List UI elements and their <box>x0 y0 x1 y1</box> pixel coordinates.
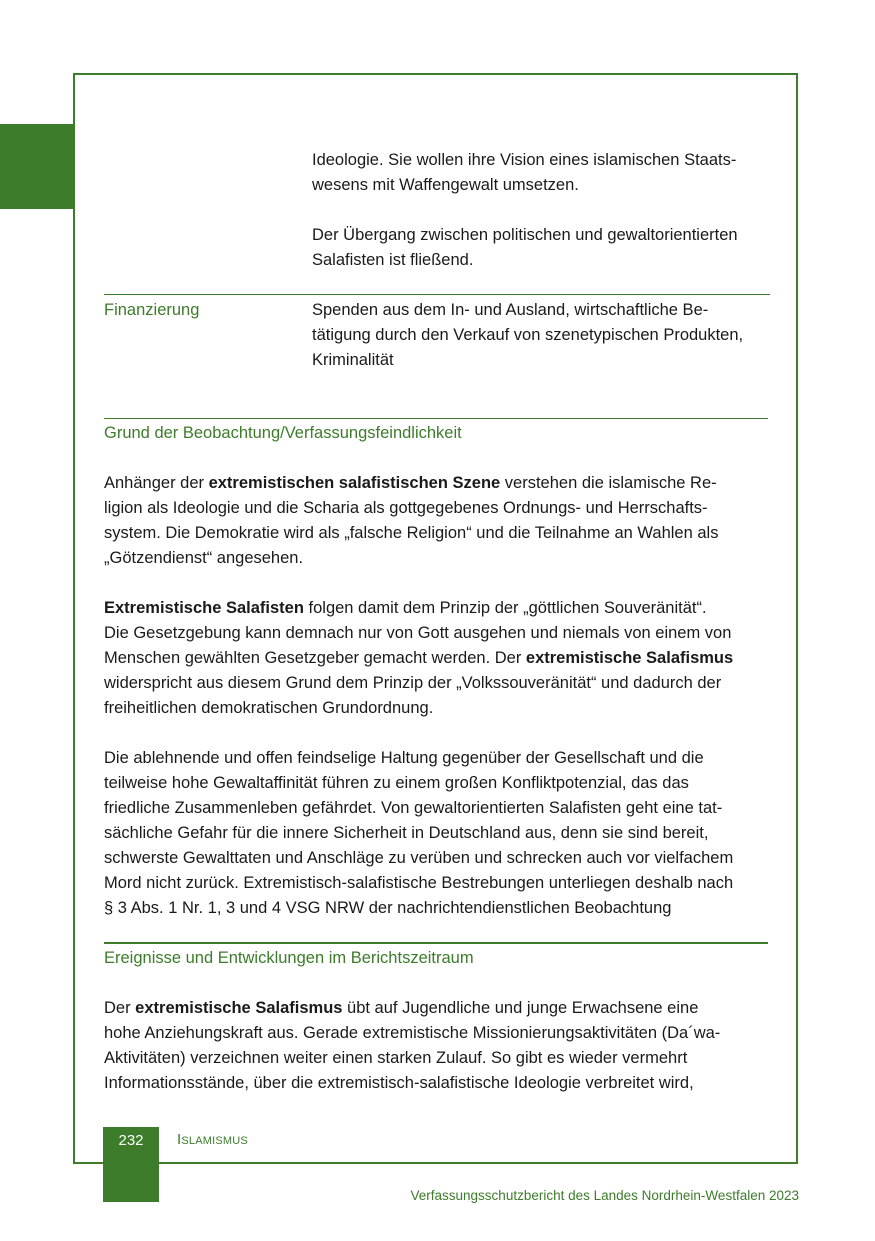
text-line: hohe Anziehungskraft aus. Gerade extremistische Missionierungsaktivitäten (Da´wa- <box>104 1024 721 1042</box>
grund-paragraph-1 <box>104 471 772 571</box>
text-line: freiheitlichen demokratischen Grundordnung. <box>104 699 434 717</box>
text-line: schwerste Gewalttaten und Anschläge zu verüben und schrecken auch vor vielfachem <box>104 849 734 867</box>
text-line <box>104 596 772 621</box>
bold-term: extremistischen salafistischen Szene <box>208 474 501 492</box>
text-line: widerspricht aus diesem Grund dem Prinzip der „Volkssouveränität“ und dadurch der <box>104 674 722 692</box>
text-span: verstehen die islamische Re- <box>500 474 717 492</box>
section-divider <box>104 942 768 944</box>
text-line <box>104 646 772 671</box>
finanzierung-value <box>312 298 772 373</box>
text-line: friedliche Zusammenleben gefährdet. Von gewaltorientierten Salafisten geht eine tat- <box>104 799 723 817</box>
text-span: folgen damit dem Prinzip der „göttlichen Souveränität“. <box>303 599 707 617</box>
text-line: Ideologie. Sie wollen ihre Vision eines islamischen Staats- <box>312 151 737 169</box>
grund-paragraph-3 <box>104 746 772 921</box>
text-line: Spenden aus dem In- und Ausland, wirtschaftliche Be- <box>312 301 709 319</box>
text-span: übt auf Jugendliche und junge Erwachsene eine <box>342 999 699 1017</box>
ereignisse-paragraph-1 <box>104 996 772 1096</box>
finanzierung-label: Finanzierung <box>104 301 200 319</box>
section-heading-grund: Grund der Beobachtung/Verfassungsfeindlichkeit <box>104 424 462 442</box>
text-line: Aktivitäten) verzeichnen weiter einen starken Zulauf. So gibt es wieder vermehrt <box>104 1049 688 1067</box>
text-line: system. Die Demokratie wird als „falsche Religion“ und die Teilnahme an Wahlen als <box>104 524 719 542</box>
text-line: wesens mit Waffengewalt umsetzen. <box>312 176 579 194</box>
bold-term: extremistische Salafismus <box>135 999 343 1017</box>
running-section-title: Islamismus <box>177 1131 248 1148</box>
text-line: „Götzendienst“ angesehen. <box>104 549 304 567</box>
text-line <box>104 996 772 1021</box>
publication-title: Verfassungsschutzbericht des Landes Nordrhein-Westfalen 2023 <box>410 1188 799 1203</box>
text-line: sächliche Gefahr für die innere Sicherheit in Deutschland aus, denn sie sind bereit, <box>104 824 709 842</box>
text-line: Mord nicht zurück. Extremistisch-salafistische Bestrebungen unterliegen deshalb nach <box>104 874 734 892</box>
text-line: tätigung durch den Verkauf von szenetypischen Produkten, <box>312 326 744 344</box>
page-number: 232 <box>103 1127 159 1202</box>
ideologie-continuation <box>312 148 772 198</box>
text-span: Menschen gewählten Gesetzgeber gemacht werden. Der <box>104 649 526 667</box>
text-line: ligion als Ideologie und die Scharia als gottgegebenes Ordnungs- und Herrschafts- <box>104 499 708 517</box>
text-line: Die ablehnende und offen feindselige Haltung gegenüber der Gesellschaft und die <box>104 749 704 767</box>
table-row-divider <box>104 294 770 295</box>
text-span: Anhänger der <box>104 474 209 492</box>
text-line: Die Gesetzgebung kann demnach nur von Gott ausgehen und niemals von einem von <box>104 624 732 642</box>
section-divider <box>104 418 768 419</box>
text-span: Der <box>104 999 136 1017</box>
text-line: teilweise hohe Gewaltaffinität führen zu einem großen Konfliktpotenzial, das das <box>104 774 689 792</box>
text-line: Kriminalität <box>312 351 394 369</box>
text-line <box>104 471 772 496</box>
chapter-tab-marker <box>0 124 75 209</box>
text-line: § 3 Abs. 1 Nr. 1, 3 und 4 VSG NRW der nachrichtendienstlichen Beobachtung <box>104 899 672 917</box>
bold-term: extremistische Salafismus <box>525 649 734 667</box>
uebergang-paragraph <box>312 223 772 273</box>
text-line: Salafisten ist fließend. <box>312 251 474 269</box>
text-line: Informationsstände, über die extremistisch-salafistische Ideologie verbreitet wird, <box>104 1074 694 1092</box>
section-heading-ereignisse: Ereignisse und Entwicklungen im Berichtszeitraum <box>104 949 474 967</box>
text-line: Der Übergang zwischen politischen und gewaltorientierten <box>312 226 738 244</box>
grund-paragraph-2 <box>104 596 772 721</box>
bold-term: Extremistische Salafisten <box>104 599 304 617</box>
